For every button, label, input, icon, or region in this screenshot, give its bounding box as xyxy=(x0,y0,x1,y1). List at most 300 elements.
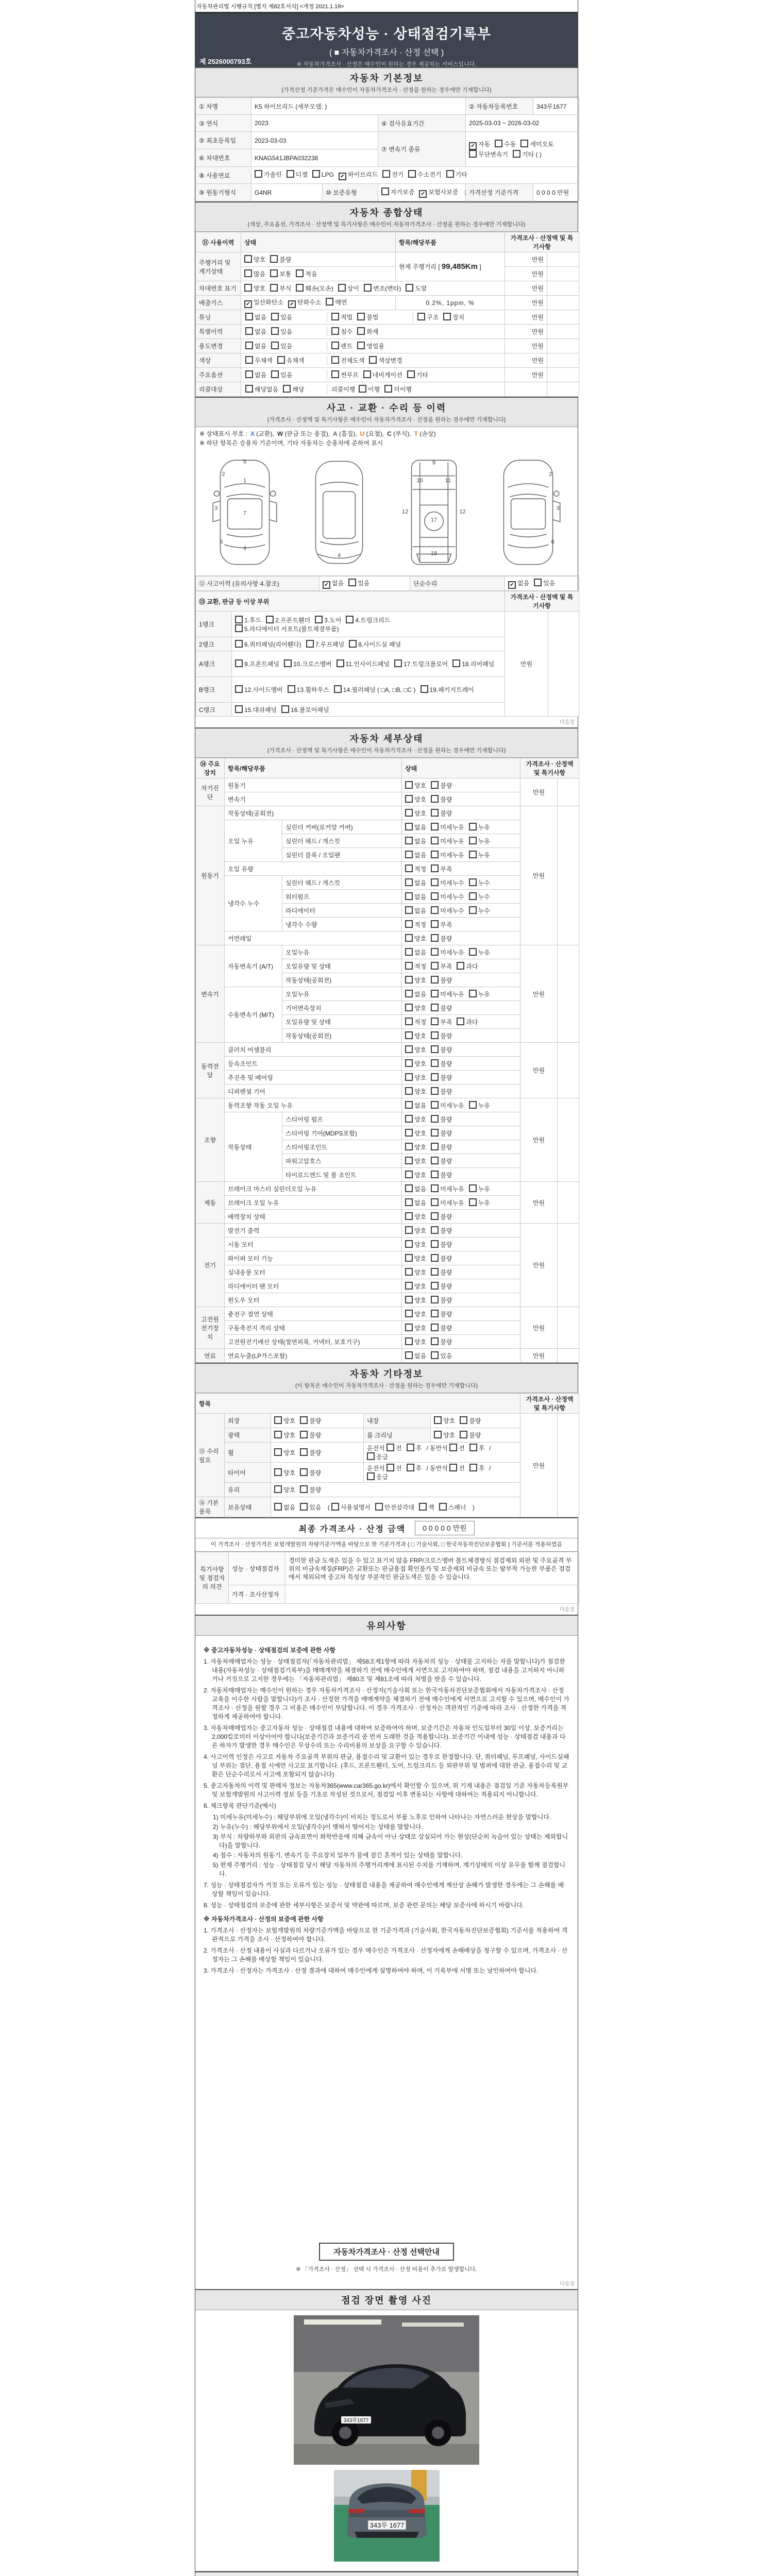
checkbox-option[interactable] xyxy=(245,356,273,365)
checkbox[interactable] xyxy=(408,170,416,178)
checkbox[interactable] xyxy=(431,1337,439,1345)
checkbox[interactable] xyxy=(245,327,253,335)
checkbox-option[interactable] xyxy=(405,1059,426,1068)
checkbox-option[interactable] xyxy=(431,1045,452,1054)
checkbox-option[interactable] xyxy=(495,140,516,148)
checkbox-option[interactable] xyxy=(357,342,384,350)
checkbox-option[interactable] xyxy=(431,1351,452,1360)
checkbox-option[interactable] xyxy=(386,1444,402,1452)
checkbox-option[interactable] xyxy=(431,1157,452,1165)
checkbox-option[interactable] xyxy=(331,313,352,321)
checkbox-option[interactable] xyxy=(244,298,283,308)
checkbox-option[interactable] xyxy=(405,976,426,985)
checkbox-option[interactable] xyxy=(367,1452,388,1461)
checkbox[interactable] xyxy=(405,1310,413,1317)
checkbox[interactable] xyxy=(300,1431,308,1438)
checkbox-option[interactable] xyxy=(405,1282,426,1291)
checkbox[interactable] xyxy=(369,356,377,364)
checkbox[interactable] xyxy=(469,878,477,886)
checkbox[interactable] xyxy=(235,685,243,693)
checkbox-option[interactable] xyxy=(364,284,401,293)
checkbox-option[interactable] xyxy=(405,1171,426,1179)
checkbox-option[interactable] xyxy=(431,1129,452,1138)
checkbox-option[interactable] xyxy=(271,342,292,350)
checkbox[interactable] xyxy=(405,1171,413,1178)
checkbox-option[interactable] xyxy=(431,1101,464,1110)
checkbox-option[interactable] xyxy=(244,284,265,293)
checkbox-option[interactable] xyxy=(405,1101,426,1110)
checkbox-option[interactable] xyxy=(405,1115,426,1124)
checkbox-option[interactable] xyxy=(520,140,553,148)
checkbox-option[interactable] xyxy=(431,851,464,859)
checkbox-option[interactable] xyxy=(431,990,464,998)
checkbox-option[interactable] xyxy=(431,795,452,804)
checkbox-option[interactable] xyxy=(245,342,266,350)
checkbox-option[interactable] xyxy=(431,878,464,887)
checkbox[interactable] xyxy=(431,823,439,831)
checkbox[interactable] xyxy=(469,1198,477,1206)
checkbox[interactable] xyxy=(235,616,243,623)
checkbox-option[interactable] xyxy=(337,659,390,668)
checkbox-option[interactable] xyxy=(338,284,359,293)
checkbox[interactable] xyxy=(431,1254,439,1262)
checkbox-option[interactable] xyxy=(271,370,292,379)
checkbox[interactable] xyxy=(357,342,365,349)
checkbox[interactable] xyxy=(431,1310,439,1317)
checkbox-option[interactable] xyxy=(349,640,401,649)
checkbox[interactable] xyxy=(331,356,339,364)
checkbox[interactable] xyxy=(405,1143,413,1150)
checkbox-option[interactable] xyxy=(431,1212,452,1221)
checkbox[interactable] xyxy=(405,892,413,900)
checkbox-option[interactable] xyxy=(381,188,414,196)
checkbox-option[interactable] xyxy=(407,370,428,379)
checkbox-option[interactable] xyxy=(270,284,291,293)
checkbox[interactable] xyxy=(326,298,333,306)
checkbox[interactable] xyxy=(431,1198,439,1206)
checkbox-option[interactable] xyxy=(431,1296,452,1304)
checkbox-option[interactable] xyxy=(394,659,448,668)
checkbox[interactable] xyxy=(460,1431,467,1438)
checkbox[interactable] xyxy=(405,934,413,942)
checkbox-option[interactable] xyxy=(405,990,426,998)
checkbox[interactable] xyxy=(431,962,439,970)
checkbox-option[interactable] xyxy=(405,1324,426,1332)
checkbox[interactable] xyxy=(469,150,477,158)
checkbox[interactable]: ✔ xyxy=(469,142,477,150)
checkbox[interactable] xyxy=(431,948,439,956)
checkbox-option[interactable] xyxy=(419,188,458,198)
checkbox[interactable] xyxy=(469,906,477,914)
checkbox[interactable] xyxy=(363,370,371,378)
checkbox[interactable] xyxy=(274,1416,282,1424)
checkbox-option[interactable] xyxy=(431,1004,452,1012)
checkbox[interactable] xyxy=(439,1503,447,1511)
checkbox[interactable] xyxy=(348,579,356,586)
checkbox-option[interactable] xyxy=(405,1226,426,1235)
checkbox[interactable] xyxy=(405,1031,413,1039)
checkbox[interactable] xyxy=(245,370,253,378)
checkbox[interactable] xyxy=(287,170,294,178)
checkbox-option[interactable] xyxy=(235,705,277,714)
checkbox-option[interactable] xyxy=(283,385,304,394)
checkbox-option[interactable] xyxy=(431,837,464,845)
checkbox-option[interactable] xyxy=(405,948,426,957)
checkbox-option[interactable] xyxy=(431,1073,452,1082)
checkbox-option[interactable] xyxy=(288,298,321,308)
checkbox-option[interactable] xyxy=(431,1337,452,1346)
checkbox-option[interactable] xyxy=(296,284,333,293)
checkbox-option[interactable] xyxy=(245,327,266,336)
checkbox-option[interactable] xyxy=(274,1503,295,1512)
checkbox-option[interactable] xyxy=(405,781,426,790)
checkbox-option[interactable] xyxy=(405,892,426,901)
checkbox-option[interactable] xyxy=(306,640,344,649)
checkbox-option[interactable] xyxy=(431,1254,452,1263)
checkbox[interactable] xyxy=(255,170,262,178)
checkbox-option[interactable] xyxy=(386,1464,402,1472)
checkbox-option[interactable] xyxy=(405,1087,426,1096)
checkbox[interactable] xyxy=(431,878,439,886)
checkbox[interactable] xyxy=(312,170,320,178)
checkbox-option[interactable] xyxy=(284,659,332,668)
checkbox-option[interactable] xyxy=(359,385,380,394)
checkbox-option[interactable] xyxy=(274,1468,295,1477)
checkbox[interactable] xyxy=(431,1045,439,1053)
checkbox-option[interactable] xyxy=(235,616,261,624)
checkbox-option[interactable] xyxy=(406,284,427,293)
checkbox-option[interactable] xyxy=(405,934,426,943)
checkbox[interactable] xyxy=(431,1115,439,1123)
checkbox[interactable] xyxy=(469,1184,477,1192)
checkbox-option[interactable] xyxy=(407,1444,422,1452)
checkbox-option[interactable] xyxy=(421,685,474,694)
checkbox[interactable] xyxy=(431,976,439,984)
checkbox[interactable] xyxy=(405,920,413,928)
checkbox-option[interactable] xyxy=(431,809,452,818)
checkbox[interactable] xyxy=(431,809,439,817)
checkbox[interactable] xyxy=(405,962,413,970)
checkbox[interactable] xyxy=(274,1431,282,1438)
checkbox[interactable] xyxy=(431,1212,439,1220)
checkbox[interactable] xyxy=(407,1444,414,1451)
checkbox[interactable] xyxy=(446,170,454,178)
checkbox-option[interactable] xyxy=(469,150,508,159)
checkbox-option[interactable] xyxy=(405,1073,426,1082)
checkbox-option[interactable] xyxy=(367,1472,388,1481)
checkbox-option[interactable] xyxy=(287,170,308,179)
checkbox-option[interactable] xyxy=(469,1444,485,1452)
checkbox[interactable]: ✔ xyxy=(339,173,346,180)
checkbox[interactable] xyxy=(405,781,413,789)
checkbox[interactable] xyxy=(235,624,243,632)
checkbox[interactable] xyxy=(431,851,439,858)
checkbox[interactable] xyxy=(449,1444,457,1451)
checkbox[interactable] xyxy=(300,1468,308,1476)
checkbox-option[interactable] xyxy=(300,1448,321,1457)
checkbox[interactable] xyxy=(405,1212,413,1220)
checkbox[interactable] xyxy=(405,1184,413,1192)
checkbox[interactable] xyxy=(405,809,413,817)
checkbox[interactable] xyxy=(534,579,542,586)
checkbox-option[interactable] xyxy=(446,170,467,179)
checkbox[interactable] xyxy=(520,140,528,147)
checkbox-option[interactable] xyxy=(271,327,292,336)
checkbox[interactable] xyxy=(405,990,413,997)
checkbox[interactable]: ✔ xyxy=(419,190,427,198)
checkbox-option[interactable] xyxy=(431,1087,452,1096)
checkbox-option[interactable] xyxy=(331,370,359,379)
checkbox[interactable] xyxy=(431,1031,439,1039)
checkbox-option[interactable] xyxy=(405,1268,426,1277)
checkbox-option[interactable] xyxy=(434,1416,455,1425)
checkbox-option[interactable] xyxy=(405,1296,426,1304)
checkbox[interactable] xyxy=(235,705,243,713)
checkbox-option[interactable] xyxy=(405,1143,426,1151)
checkbox[interactable] xyxy=(469,823,477,831)
checkbox-option[interactable] xyxy=(469,990,490,998)
checkbox[interactable] xyxy=(405,976,413,984)
checkbox-option[interactable] xyxy=(405,1351,426,1360)
checkbox-option[interactable] xyxy=(244,255,265,264)
checkbox-option[interactable] xyxy=(469,837,490,845)
checkbox[interactable] xyxy=(431,1226,439,1234)
checkbox-option[interactable] xyxy=(431,906,464,915)
checkbox[interactable] xyxy=(405,1129,413,1137)
checkbox-option[interactable] xyxy=(469,851,490,859)
checkbox[interactable] xyxy=(405,1240,413,1248)
checkbox[interactable] xyxy=(274,1468,282,1476)
checkbox-option[interactable] xyxy=(235,640,301,649)
checkbox[interactable] xyxy=(431,906,439,914)
checkbox[interactable] xyxy=(469,851,477,858)
checkbox-option[interactable] xyxy=(274,1485,295,1494)
checkbox-option[interactable] xyxy=(513,150,542,159)
checkbox[interactable] xyxy=(338,284,346,292)
checkbox[interactable] xyxy=(337,659,344,667)
checkbox[interactable] xyxy=(431,1282,439,1290)
checkbox[interactable] xyxy=(405,1004,413,1011)
checkbox[interactable] xyxy=(405,837,413,844)
checkbox-option[interactable] xyxy=(431,1018,452,1026)
checkbox[interactable] xyxy=(245,342,253,349)
checkbox-option[interactable] xyxy=(331,342,352,350)
checkbox-option[interactable] xyxy=(405,1018,426,1026)
checkbox[interactable] xyxy=(270,284,278,292)
checkbox-option[interactable] xyxy=(405,865,426,873)
checkbox[interactable] xyxy=(331,342,339,349)
checkbox-option[interactable] xyxy=(408,170,441,179)
checkbox-option[interactable] xyxy=(469,140,490,150)
checkbox-option[interactable] xyxy=(300,1416,321,1425)
checkbox[interactable] xyxy=(300,1503,308,1511)
checkbox[interactable] xyxy=(434,1431,442,1438)
checkbox-option[interactable] xyxy=(357,313,378,321)
checkbox[interactable] xyxy=(405,1324,413,1331)
checkbox[interactable] xyxy=(270,269,278,277)
checkbox[interactable] xyxy=(469,948,477,956)
checkbox-option[interactable] xyxy=(460,1431,481,1439)
checkbox[interactable]: ✔ xyxy=(244,300,252,308)
checkbox[interactable] xyxy=(513,150,520,158)
checkbox-option[interactable] xyxy=(431,1198,464,1207)
checkbox-option[interactable] xyxy=(460,1416,481,1425)
checkbox-option[interactable] xyxy=(439,1503,466,1512)
checkbox-option[interactable] xyxy=(266,616,310,624)
checkbox[interactable] xyxy=(457,1018,464,1025)
checkbox[interactable] xyxy=(405,1268,413,1276)
checkbox[interactable] xyxy=(469,837,477,844)
checkbox-option[interactable] xyxy=(235,659,279,668)
checkbox-option[interactable] xyxy=(508,579,529,589)
checkbox[interactable] xyxy=(431,892,439,900)
checkbox[interactable] xyxy=(431,1143,439,1150)
checkbox-option[interactable] xyxy=(369,356,402,365)
checkbox[interactable] xyxy=(405,1226,413,1234)
checkbox-option[interactable] xyxy=(469,1184,490,1193)
checkbox[interactable] xyxy=(431,795,439,803)
checkbox-option[interactable] xyxy=(431,823,464,832)
checkbox-option[interactable] xyxy=(405,1212,426,1221)
checkbox-option[interactable] xyxy=(431,962,452,971)
checkbox-option[interactable] xyxy=(431,1115,452,1124)
checkbox-option[interactable] xyxy=(405,1310,426,1318)
checkbox-option[interactable] xyxy=(300,1431,321,1439)
checkbox[interactable] xyxy=(271,342,279,349)
checkbox-option[interactable] xyxy=(300,1485,321,1494)
checkbox-option[interactable] xyxy=(431,1310,452,1318)
checkbox[interactable]: ✔ xyxy=(323,581,330,589)
checkbox-option[interactable] xyxy=(431,1240,452,1249)
checkbox[interactable] xyxy=(359,385,366,393)
checkbox-option[interactable] xyxy=(469,892,490,901)
checkbox[interactable] xyxy=(431,1184,439,1192)
checkbox[interactable] xyxy=(431,1004,439,1011)
checkbox[interactable]: ✔ xyxy=(508,581,516,589)
checkbox-option[interactable] xyxy=(277,356,305,365)
checkbox-option[interactable] xyxy=(405,851,426,859)
checkbox-option[interactable] xyxy=(405,906,426,915)
checkbox[interactable] xyxy=(405,1115,413,1123)
checkbox[interactable] xyxy=(381,188,389,195)
checkbox[interactable] xyxy=(300,1416,308,1424)
checkbox[interactable] xyxy=(407,370,415,378)
checkbox[interactable] xyxy=(296,284,304,292)
checkbox-option[interactable] xyxy=(375,1503,414,1512)
checkbox[interactable] xyxy=(431,1087,439,1095)
checkbox-option[interactable] xyxy=(274,1416,295,1425)
checkbox-option[interactable] xyxy=(469,1198,490,1207)
checkbox[interactable] xyxy=(405,906,413,914)
checkbox-option[interactable] xyxy=(357,327,378,336)
checkbox-option[interactable] xyxy=(457,1018,478,1026)
checkbox-option[interactable] xyxy=(431,934,452,943)
checkbox[interactable] xyxy=(270,255,278,263)
checkbox[interactable] xyxy=(431,1129,439,1137)
checkbox[interactable] xyxy=(244,269,252,277)
checkbox[interactable] xyxy=(306,640,314,648)
checkbox-option[interactable] xyxy=(469,906,490,915)
checkbox-option[interactable] xyxy=(296,269,317,278)
checkbox-option[interactable] xyxy=(405,920,426,929)
checkbox[interactable] xyxy=(364,284,372,292)
checkbox[interactable] xyxy=(431,1351,439,1359)
checkbox-option[interactable] xyxy=(407,1464,422,1472)
checkbox-option[interactable] xyxy=(405,1254,426,1263)
checkbox[interactable] xyxy=(405,1296,413,1303)
checkbox[interactable] xyxy=(235,640,243,648)
checkbox-option[interactable] xyxy=(534,579,555,587)
checkbox[interactable] xyxy=(382,170,390,178)
checkbox[interactable] xyxy=(405,1045,413,1053)
checkbox[interactable] xyxy=(274,1503,282,1511)
checkbox[interactable] xyxy=(431,1268,439,1276)
checkbox[interactable] xyxy=(367,1472,375,1480)
checkbox[interactable] xyxy=(405,1101,413,1109)
checkbox-option[interactable] xyxy=(255,170,282,179)
checkbox[interactable] xyxy=(300,1448,308,1456)
checkbox-option[interactable] xyxy=(339,170,378,180)
checkbox[interactable] xyxy=(266,616,274,623)
checkbox-option[interactable] xyxy=(405,837,426,845)
checkbox-option[interactable] xyxy=(469,1464,485,1472)
checkbox-option[interactable] xyxy=(384,385,412,394)
checkbox[interactable] xyxy=(443,313,451,320)
checkbox[interactable] xyxy=(315,616,323,623)
checkbox-option[interactable] xyxy=(270,269,291,278)
checkbox-option[interactable] xyxy=(449,1444,465,1452)
checkbox[interactable] xyxy=(449,1464,457,1471)
checkbox[interactable] xyxy=(431,1171,439,1178)
checkbox[interactable] xyxy=(405,1073,413,1081)
checkbox-option[interactable] xyxy=(245,313,266,321)
checkbox-option[interactable] xyxy=(334,685,416,694)
checkbox[interactable] xyxy=(431,1101,439,1109)
checkbox-option[interactable] xyxy=(405,1184,426,1193)
checkbox[interactable] xyxy=(431,1073,439,1081)
checkbox-option[interactable] xyxy=(431,781,452,790)
checkbox[interactable] xyxy=(460,1416,467,1424)
checkbox-option[interactable] xyxy=(245,370,266,379)
checkbox[interactable] xyxy=(334,685,342,693)
checkbox[interactable] xyxy=(271,370,279,378)
checkbox-option[interactable] xyxy=(431,1282,452,1291)
checkbox[interactable] xyxy=(419,1503,427,1511)
checkbox[interactable] xyxy=(271,327,279,335)
checkbox[interactable] xyxy=(357,327,365,335)
checkbox[interactable] xyxy=(469,1444,477,1451)
checkbox[interactable] xyxy=(405,823,413,831)
checkbox-option[interactable] xyxy=(405,878,426,887)
checkbox-option[interactable] xyxy=(331,1503,371,1512)
checkbox[interactable] xyxy=(331,1503,339,1511)
checkbox-option[interactable] xyxy=(405,1045,426,1054)
checkbox[interactable] xyxy=(405,948,413,956)
checkbox-option[interactable] xyxy=(235,685,283,694)
checkbox-option[interactable] xyxy=(431,920,452,929)
checkbox[interactable] xyxy=(421,685,428,693)
checkbox[interactable] xyxy=(431,1296,439,1303)
checkbox-option[interactable] xyxy=(323,579,344,589)
checkbox[interactable] xyxy=(431,920,439,928)
checkbox[interactable] xyxy=(274,1448,282,1456)
checkbox[interactable] xyxy=(245,313,253,320)
checkbox[interactable] xyxy=(245,385,253,393)
checkbox[interactable] xyxy=(288,685,295,693)
checkbox[interactable] xyxy=(407,1464,414,1471)
checkbox-option[interactable] xyxy=(274,1431,295,1439)
checkbox[interactable] xyxy=(244,284,252,292)
